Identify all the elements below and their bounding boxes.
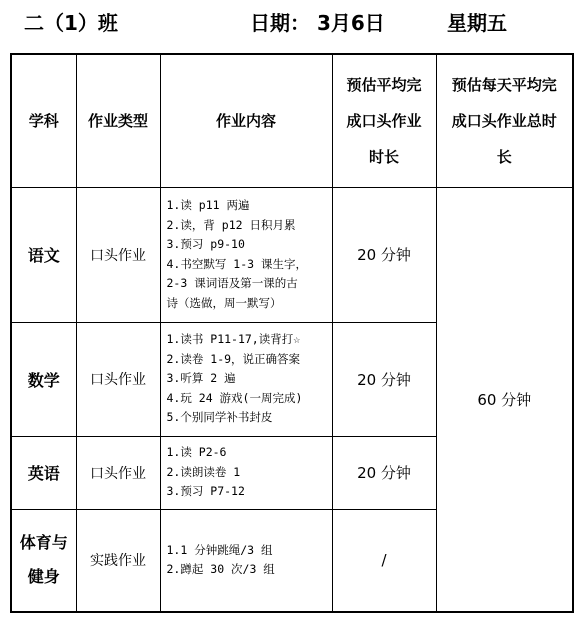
header-subject: 学科 [11,54,76,187]
header-avg-time-line: 预估平均完 [346,75,422,94]
date-label: 日期： 3月6日 [250,11,385,35]
content-line: 2-3 课词语及第一课的古 [166,276,298,290]
content-cell [160,509,332,612]
header-daily-total-line: 长 [496,147,512,166]
header-daily-total-line: 成口头作业总时 [451,111,557,130]
content-line: 3.预习 P7-12 [166,484,245,499]
content-line: 3.听算 2 遍 [166,371,236,386]
duration-cell: 20 分钟 [332,322,436,436]
subject-line: 健身 [27,567,60,587]
type-cell: 口头作业 [76,187,160,322]
duration-cell: / [332,509,436,612]
header-daily-total [436,54,573,187]
page-header [0,6,579,40]
subject-cell: 英语 [11,436,76,509]
content-cell [160,187,332,322]
homework-table [10,53,574,613]
content-cell [160,436,332,509]
weekday-label: 星期五 [447,11,507,35]
header-type: 作业类型 [76,54,160,187]
content-line: 2.读，背 p12 日积月累 [166,217,296,232]
content-line: 4.书空默写 1-3 课生字， [166,256,307,271]
subject-cell: 语文 [11,187,76,322]
header-avg-time-line: 成口头作业 [346,111,422,130]
type-cell: 实践作业 [76,509,160,612]
content-line: 1.读 P2-6 [166,445,227,460]
table-row [11,187,573,322]
content-line: 3.预习 p9-10 [166,237,245,251]
daily-total-cell: 60 分钟 [436,187,573,612]
header-avg-time [332,54,436,187]
content-line: 4.玩 24 游戏(一周完成) [166,390,303,405]
duration-cell: 20 分钟 [332,187,436,322]
content-line: 2.蹲起 30 次/3 组 [166,562,275,577]
subject-cell [11,509,76,612]
header-daily-total-line: 预估每天平均完 [451,75,557,94]
content-line: 1.1 分钟跳绳/3 组 [166,542,273,557]
content-line: 诗（选做，周一默写） [166,295,282,310]
type-cell: 口头作业 [76,436,160,509]
content-line: 1.读书 P11-17,读背打☆ [166,332,301,347]
content-line: 2.读朗读卷 1 [166,464,241,479]
subject-cell: 数学 [11,322,76,436]
header-content: 作业内容 [160,54,332,187]
type-cell: 口头作业 [76,322,160,436]
content-line: 2.读卷 1-9，说正确答案 [166,351,301,366]
content-line: 5.个别同学补书封皮 [166,410,273,425]
duration-cell: 20 分钟 [332,436,436,509]
content-line: 1.读 p11 两遍 [166,198,250,212]
class-name: 二（1）班 [24,11,118,35]
header-avg-time-line: 时长 [368,147,399,166]
table-header-row [11,54,573,187]
content-cell [160,322,332,436]
subject-line: 体育与 [19,533,68,553]
